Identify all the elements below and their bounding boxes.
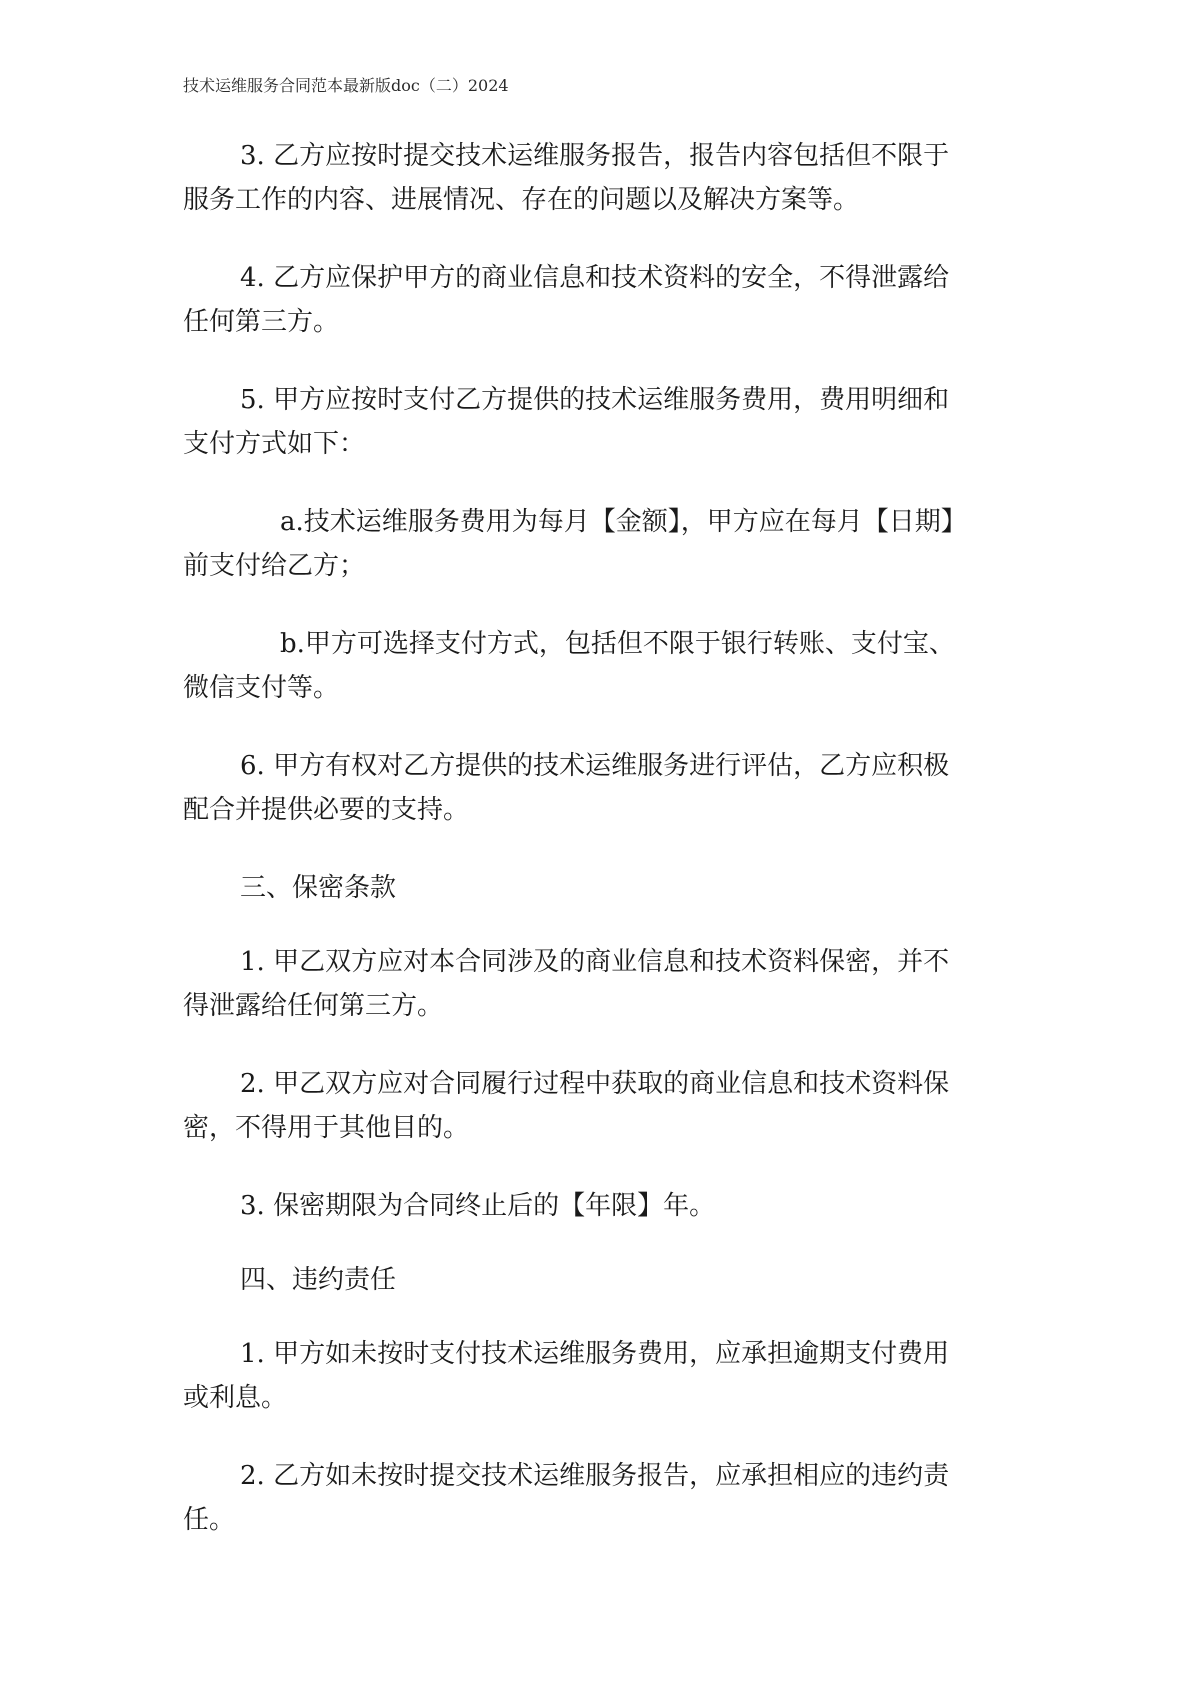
paragraph-line: 得泄露给任何第三方。 [183, 991, 444, 1021]
paragraph-line: 3. 乙方应按时提交技术运维服务报告，报告内容包括但不限于 [240, 141, 950, 171]
paragraph-line: 6. 甲方有权对乙方提供的技术运维服务进行评估，乙方应积极 [240, 751, 950, 781]
paragraph-line: 支付方式如下： [183, 429, 366, 459]
paragraph-line: 1. 甲乙双方应对本合同涉及的商业信息和技术资料保密，并不 [240, 947, 950, 977]
paragraph-line: 1. 甲方如未按时支付技术运维服务费用，应承担逾期支付费用 [240, 1339, 950, 1369]
clause-paragraph [183, 1454, 1003, 1542]
paragraph-line: 2. 甲乙双方应对合同履行过程中获取的商业信息和技术资料保 [240, 1069, 950, 1099]
clause-paragraph [183, 940, 1003, 1028]
paragraph-line: 服务工作的内容、进展情况、存在的问题以及解决方案等。 [183, 185, 860, 215]
clause-paragraph [183, 378, 1003, 466]
running-header: 技术运维服务合同范本最新版doc（二）2024 [183, 76, 509, 95]
paragraph-line: 密，不得用于其他目的。 [183, 1113, 470, 1143]
sub-clause-paragraph [183, 622, 1003, 710]
paragraph-line: 微信支付等。 [183, 673, 340, 703]
paragraph-line: 3. 保密期限为合同终止后的【年限】年。 [240, 1191, 716, 1221]
sub-clause-paragraph [183, 500, 1003, 588]
paragraph-line: 2. 乙方如未按时提交技术运维服务报告，应承担相应的违约责 [240, 1461, 950, 1491]
paragraph-line: 前支付给乙方； [183, 551, 366, 581]
clause-paragraph [183, 256, 1003, 344]
clause-paragraph [183, 1332, 1003, 1420]
clause-paragraph [183, 1062, 1003, 1150]
paragraph-line: 5. 甲方应按时支付乙方提供的技术运维服务费用，费用明细和 [240, 385, 950, 415]
heading-line: 三、保密条款 [240, 873, 397, 903]
paragraph-line: 配合并提供必要的支持。 [183, 795, 470, 825]
clause-paragraph [183, 744, 1003, 832]
clause-paragraph [183, 134, 1003, 222]
paragraph-line: b.甲方可选择支付方式，包括但不限于银行转账、支付宝、 [280, 629, 955, 659]
document-body [183, 134, 1003, 1576]
paragraph-line: 任何第三方。 [183, 307, 340, 337]
heading-line: 四、违约责任 [240, 1265, 397, 1295]
paragraph-line: 4. 乙方应保护甲方的商业信息和技术资料的安全，不得泄露给 [240, 263, 950, 293]
clause-paragraph [183, 1184, 1003, 1228]
paragraph-line: 或利息。 [183, 1383, 288, 1413]
paragraph-line: a.技术运维服务费用为每月【金额】，甲方应在每月【日期】 [280, 507, 967, 537]
section-heading [183, 1258, 1003, 1302]
section-heading [183, 866, 1003, 910]
paragraph-line: 任。 [183, 1505, 236, 1535]
